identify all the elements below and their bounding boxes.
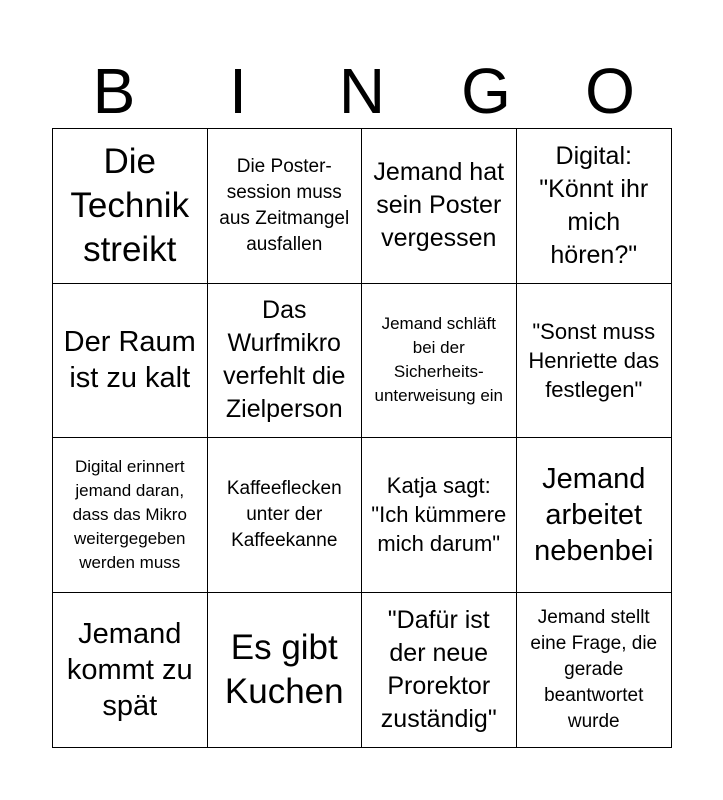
header-letter-i: I bbox=[229, 55, 247, 127]
bingo-cell[interactable]: Der Raum ist zu kalt bbox=[53, 284, 208, 439]
bingo-cell[interactable]: Die Technik streikt bbox=[53, 129, 208, 284]
bingo-cell[interactable]: Jemand schläft bei der Sicherheits-unterweisung ein bbox=[362, 284, 517, 439]
bingo-header bbox=[52, 55, 672, 127]
header-letter-o: O bbox=[585, 55, 635, 127]
header-letter-g: G bbox=[461, 55, 511, 127]
bingo-cell[interactable]: Katja sagt: "Ich kümmere mich darum" bbox=[362, 438, 517, 593]
bingo-cell[interactable]: Digital: "Könnt ihr mich hören?" bbox=[517, 129, 672, 284]
header-letter-b: B bbox=[92, 55, 136, 127]
bingo-cell[interactable]: Kaffeeflecken unter der Kaffeekanne bbox=[208, 438, 363, 593]
header-letter-n: N bbox=[338, 55, 386, 127]
bingo-board bbox=[52, 128, 672, 748]
bingo-cell[interactable]: Jemand arbeitet nebenbei bbox=[517, 438, 672, 593]
bingo-cell[interactable]: Jemand hat sein Poster vergessen bbox=[362, 129, 517, 284]
bingo-cell[interactable]: Jemand stellt eine Frage, die gerade beantwortet wurde bbox=[530, 606, 658, 732]
bingo-cell[interactable]: "Sonst muss Henriette das festlegen" bbox=[517, 284, 672, 439]
bingo-cell[interactable]: Die Poster-session muss aus Zeitmangel ausfallen bbox=[208, 129, 363, 284]
bingo-cell[interactable]: Das Wurfmikro verfehlt die Zielperson bbox=[208, 284, 363, 439]
bingo-cell[interactable]: "Dafür ist der neue Prorektor zuständig" bbox=[362, 593, 517, 748]
bingo-cell[interactable]: Es gibt Kuchen bbox=[208, 593, 363, 748]
bingo-cell[interactable]: Jemand kommt zu spät bbox=[53, 593, 208, 748]
bingo-cell[interactable]: Digital erinnert jemand daran, dass das Mikro weitergegeben werden muss bbox=[53, 438, 208, 593]
